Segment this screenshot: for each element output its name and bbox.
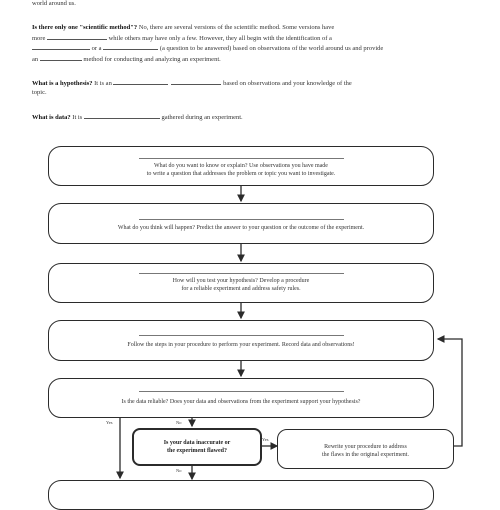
step-answer-line[interactable]: [139, 219, 344, 220]
methods-text-2a: more: [32, 34, 46, 42]
revise-text-1: Rewrite your procedure to address: [324, 444, 407, 450]
step-question-text-2: to write a question that addresses the problem or topic you want to investigate.: [146, 171, 336, 177]
step-hypothesis-text: What do you think will happen? Predict the answer to your question or the outcome of the experiment.: [117, 225, 365, 231]
data-text-b: gathered during an experiment.: [161, 114, 243, 121]
label-no-bottom: No: [176, 468, 182, 473]
hypothesis-text-a: It is an: [94, 80, 112, 87]
revise-text-2: the flaws in the original experiment.: [322, 452, 409, 458]
label-yes-left: Yes: [106, 420, 113, 425]
hypothesis-text-b: based on observations and your knowledge of the: [223, 80, 352, 87]
methods-text-4b: method for conducting and analyzing an experiment.: [83, 55, 221, 63]
data-question: What is data?: [32, 114, 71, 121]
hypothesis-text-c: topic.: [32, 88, 47, 96]
methods-text-1: No, there are several versions of the scientific method. Some versions have: [138, 24, 335, 31]
methods-question: Is there only one "scientific method"?: [32, 24, 138, 31]
step-question-text-1: What do you want to know or explain? Use observations you have made: [154, 163, 328, 169]
flow-step-procedure: [48, 263, 434, 303]
label-no-top: No: [176, 420, 182, 425]
step-answer-line[interactable]: [139, 335, 344, 336]
step-experiment-text: Follow the steps in your procedure to perform your experiment. Record data and observations!: [127, 342, 355, 348]
methods-text-3b: (a question to be answered) based on observations of the world around us and provide: [159, 45, 384, 53]
revise-box: [277, 429, 454, 469]
methods-text-2b: while others may have only a few. However, they all begin with the identification of a: [108, 34, 332, 42]
step-answer-line[interactable]: [139, 158, 344, 159]
label-yes-mid: Yes: [262, 437, 269, 442]
flow-step-hypothesis: [48, 203, 434, 244]
decision-text-1: Is your data inaccurate or: [163, 440, 231, 446]
methods-text-3a: or a: [91, 45, 102, 53]
step-answer-line[interactable]: [139, 391, 344, 392]
step-answer-line[interactable]: [139, 273, 344, 274]
methods-text-4a: an: [32, 55, 39, 63]
flow-step-experiment: [48, 320, 434, 361]
step-procedure-text-2: for a reliable experiment and address safety rules.: [181, 286, 301, 292]
intro-tail: world around us.: [32, 0, 76, 7]
flow-step-conclusion: [48, 480, 434, 510]
step-procedure-text-1: How will you test your hypothesis? Develop a procedure: [172, 278, 310, 284]
hypothesis-question: What is a hypothesis?: [32, 80, 93, 87]
data-text-a: It is: [72, 114, 83, 121]
decision-box: [132, 428, 262, 466]
decision-text-2: the experiment flawed?: [167, 448, 227, 454]
flow-step-analyze: [48, 378, 434, 418]
step-analyze-text: Is the data reliable? Does your data and observations from the experiment support your hypothesis?: [121, 399, 361, 405]
flow-step-question: [48, 146, 434, 186]
